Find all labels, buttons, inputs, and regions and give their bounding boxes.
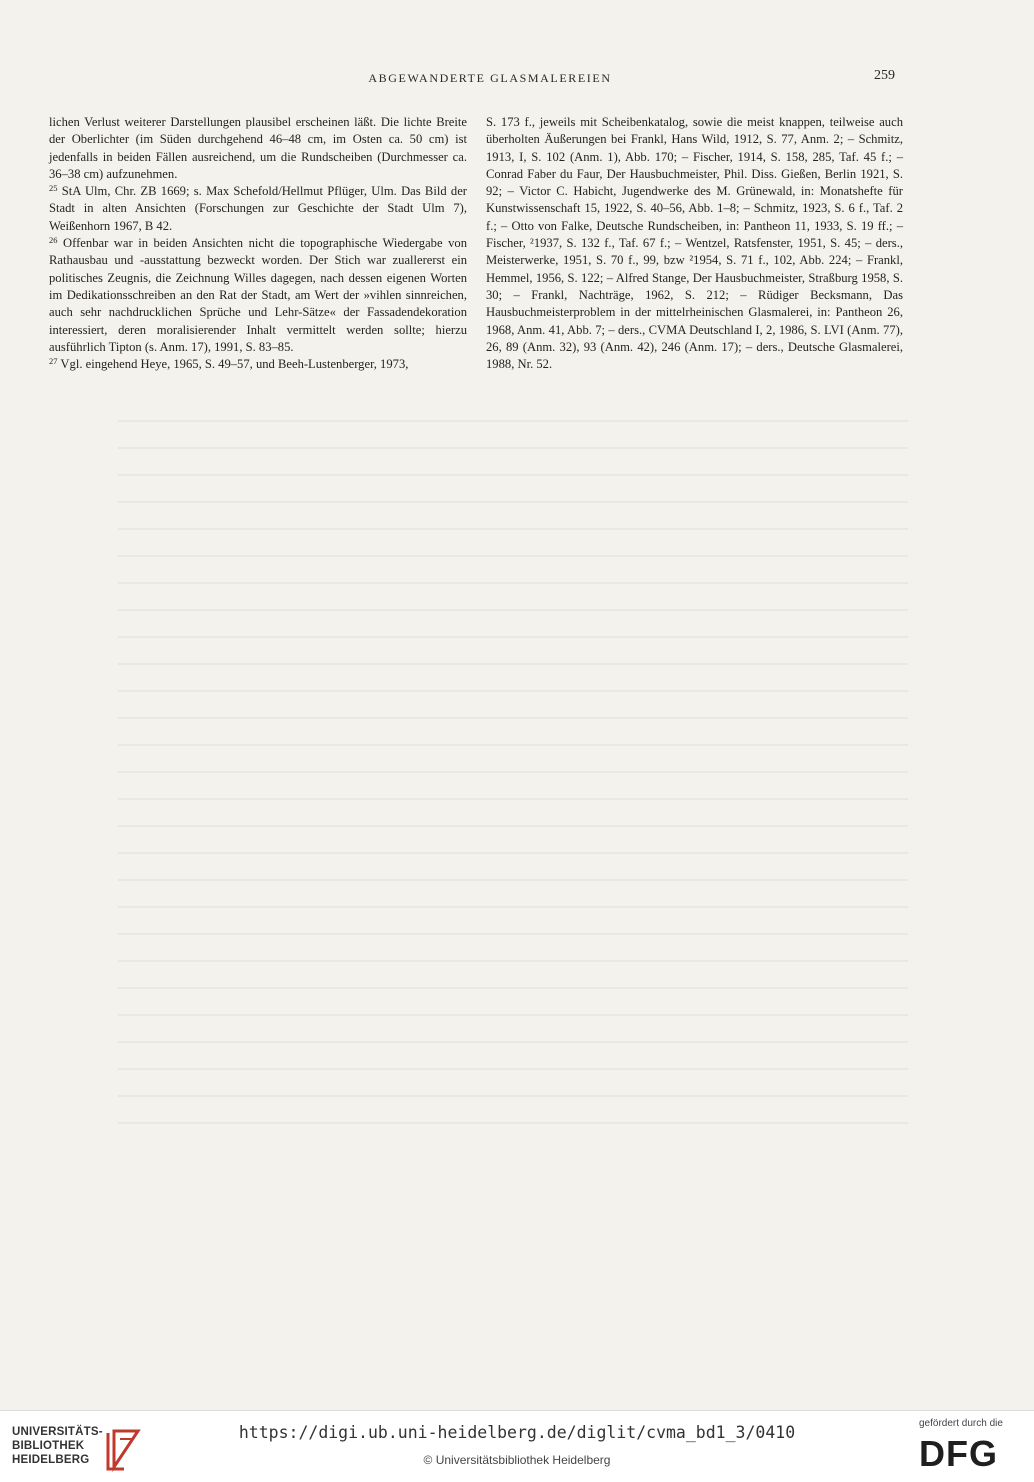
footnote-27	[49, 356, 467, 373]
page-number: 259	[874, 68, 895, 83]
footnote-26	[49, 235, 467, 356]
footnote-continuation: S. 173 f., jeweils mit Scheibenkatalog, sowie die meist knappen, teilweise auch überholten Äußerungen bei Frankl, Hans Wild, 1912, S. 77, Anm. 2; – Schmitz, 1913, I, S. 102 (Anm. 1), Abb. 170; – Fischer, 1914, S. 158, 285, Taf. 45 f.; – Conrad Faber du Faur, Der Hausbuchmeister, Phil. Diss. Gießen, Berlin 1921, S. 92; – Victor C. Habicht, Jugendwerke des M. Grünewald, in: Monatshefte für Kunstwissenschaft 15, 1922, S. 40–56, Abb. 1–8; – Schmitz, 1923, S. 6 f., Taf. 2 f.; – Otto von Falke, Deutsche Rundscheiben, in: Pantheon 11, 1933, S. 19 ff.; – Fischer, ²1937, S. 132 f., Taf. 67 f.; – Wentzel, Ratsfenster, 1951, S. 45; – ders., Meisterwerke, 1951, S. 70 f., 99, bzw ²1954, S. 71 f., 102, Abb. 224; – Frankl, Hemmel, 1956, S. 122; – Alfred Stange, Der Hausbuchmeister, Straßburg 1958, S. 30; – Frankl, Nachträge, 1962, S. 212; – Rüdiger Becksmann, Das Hausbuchmeisterproblem in der mittelrheinischen Glasmalerei, in: Pantheon 26, 1968, Anm. 41, Abb. 7; – ders., CVMA Deutschland I, 2, 1986, S. LVI (Anm. 77), 26, 89 (Anm. 32), 93 (Anm. 42), 246 (Anm. 17); – ders., Deutsche Glasmalerei, 1988, Nr. 52.	[486, 115, 903, 372]
dfg-logo-icon	[917, 1435, 1021, 1471]
funding-caption: gefördert durch die	[919, 1418, 1003, 1429]
paragraph-continuation: lichen Verlust weiterer Darstellungen plausibel erscheinen läßt. Die lichte Breite der Oberlichter (im Süden durchgehend 46–48 cm, im Osten ca. 50 cm) ist jedenfalls in beiden Fällen ausreichend, um die Rundscheiben (Durchmesser ca. 36–38 cm) aufzunehmen.	[49, 115, 467, 181]
footnote-number: 27	[49, 356, 58, 367]
library-name: UNIVERSITÄTS- BIBLIOTHEK HEIDELBERG	[12, 1426, 103, 1466]
running-title: ABGEWANDERTE GLASMALEREIEN	[368, 71, 612, 85]
footnote-number: 26	[49, 235, 58, 246]
dfg-funding-logo[interactable]	[905, 1418, 1025, 1478]
footnote-text: StA Ulm, Chr. ZB 1669; s. Max Schefold/Hellmut Pflüger, Ulm. Das Bild der Stadt in alten Ansichten (Forschungen zur Geschichte der Stadt Ulm 7), Weißenhorn 1967, B 42.	[49, 184, 467, 233]
footnote-text: Offenbar war in beiden Ansichten nicht die topographische Wiedergabe von Rathausbau und -ausstattung bezweckt worden. Der Stich war zuallererst ein politisches Zeugnis, die Zeichnung Willes dagegen, nach dessen eigenen Worten im Dedikationsschreiben an den Rat der Stadt, am Wert der »vihlen sinnreichen, auch sehr nachdrucklichen Sprüche und Lehr-Sätze« der Fassadendekoration interessiert, deren moralisierender Inhalt vermittelt werden sollte; hierzu ausführlich Tipton (s. Anm. 17), 1991, S. 83–85.	[49, 236, 467, 354]
copyright-notice: © Universitätsbibliothek Heidelberg	[423, 1453, 611, 1467]
footnote-25	[49, 183, 467, 235]
viewer-footer	[0, 1410, 1034, 1482]
svg-text:DFG: DFG	[919, 1435, 998, 1471]
footnote-text: Vgl. eingehend Heye, 1965, S. 49–57, und Beeh-Lustenberger, 1973,	[60, 357, 409, 372]
permalink-url[interactable]: https://digi.ub.uni-heidelberg.de/diglit/cvma_bd1_3/0410	[238, 1423, 796, 1442]
left-text-column	[49, 114, 467, 373]
footnote-number: 25	[49, 183, 58, 194]
right-text-column	[486, 114, 903, 373]
